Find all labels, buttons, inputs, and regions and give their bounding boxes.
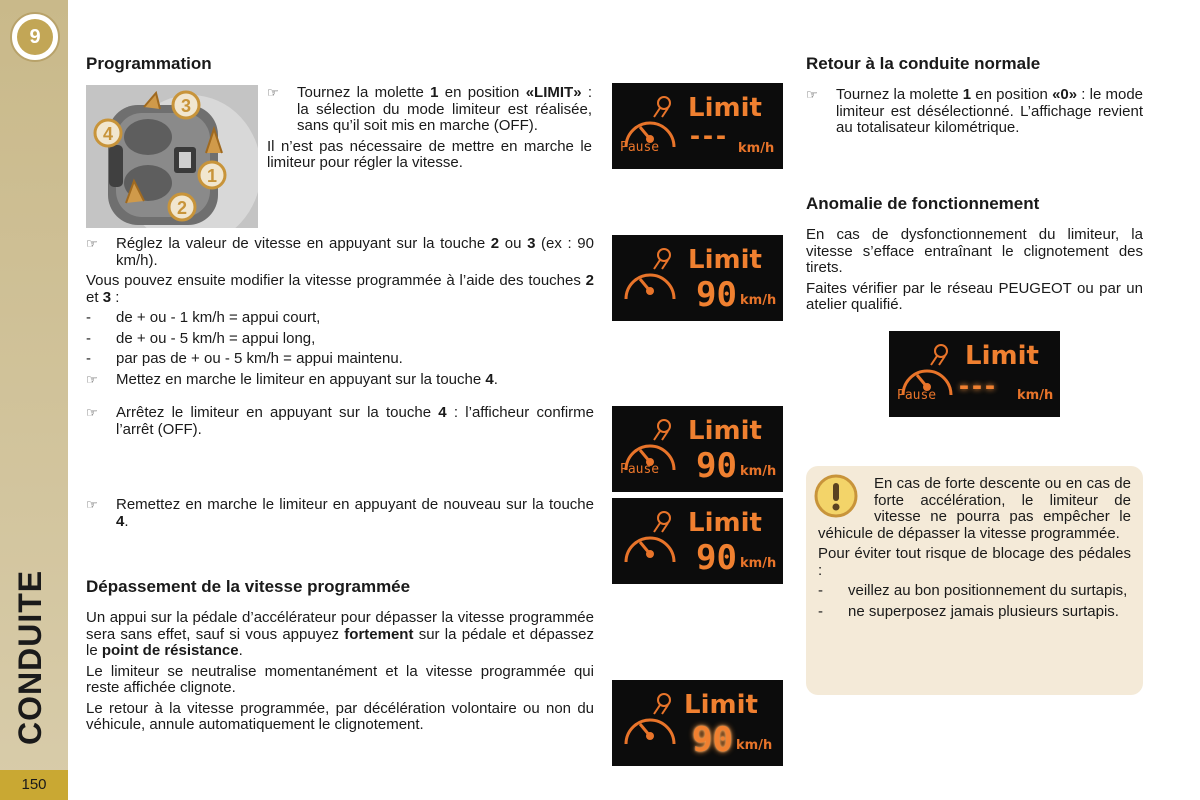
chapter-sidebar	[0, 0, 68, 800]
programmation-heading: Programmation	[86, 54, 212, 73]
hand-pointer-icon: ☞	[86, 236, 98, 251]
warning-text: En cas de forte descente ou en cas de forte accélération, le limiteur de vitesse ne pourra pas empêcher le véhicule de dépasser la vitesse programmée. Pour éviter tout risque de blocage des pédales : - veillez au bon positionnement du surtapis, - ne superposez jamais plusieurs surtapis.	[818, 475, 1131, 620]
list-item: - ne superposez jamais plusieurs surtapis.	[818, 602, 1119, 620]
list-item: - de + ou - 5 km/h = appui long,	[86, 329, 316, 347]
retour-heading: Retour à la conduite normale	[806, 54, 1041, 73]
hand-pointer-icon: ☞	[267, 85, 279, 100]
programmation-note: Il n’est pas nécessaire de mettre en marche le limiteur pour régler la vitesse.	[267, 137, 592, 171]
speedometer-icon	[618, 692, 688, 756]
list-item: - de + ou - 1 km/h = appui court,	[86, 309, 321, 326]
hand-pointer-icon: ☞	[86, 371, 98, 387]
display-anomaly-dashes: Limit Pause --- km/h	[889, 331, 1060, 417]
photo-label-3: 3	[180, 96, 192, 116]
programmation-intro: ☞ Tournez la molette 1 en position «LIMIT» : la sélection du mode limiteur est réalisée, sans qu’il soit mis en marche (OFF). Il n’est pas nécessaire de mettre en marche le limiteur pour régler la vitesse.	[267, 84, 593, 171]
page-number: 150	[0, 770, 68, 800]
display-limit-90-blinking: Limit 90 km/h	[612, 680, 783, 766]
speedometer-icon	[618, 247, 688, 311]
hand-pointer-icon: ☞	[86, 405, 98, 420]
depassement-text: Un appui sur la pédale d’accélérateur pour dépasser la vitesse programmée sera sans effet, sauf si vous appuyez fortement sur la pédale et dépassez le point de résistance. Le limiteur se neutralise momentanément et la vitesse programmée qui reste affichée clignote. Le retour à la vitesse programmée, par décélération volontaire ou non du véhicule, annule automatiquement le clignotement.	[86, 609, 595, 733]
anomalie-heading: Anomalie de fonctionnement	[806, 194, 1040, 213]
speedometer-icon	[618, 510, 688, 574]
programmation-steps: ☞ Réglez la valeur de vitesse en appuyant sur la touche 2 ou 3 (ex : 90 km/h). Vous pouvez ensuite modifier la vitesse programmée à l’aide des touches 2 et 3 : - de + ou - 1 km/h = appui court, - de + ou - 5 km/h = appui long, - par pas de + ou - 5 km/h = appui maintenu. ☞ Mettez en marche le limiteur en appuyant sur la touche 4.	[86, 235, 594, 388]
anomalie-text: En cas de dysfonctionnement du limiteur, la vitesse s’efface entraînant le clignotement des tirets. Faites vérifier par le réseau PEUGEOT ou par un atelier qualifié.	[806, 226, 1143, 313]
list-item: - par pas de + ou - 5 km/h = appui maintenu.	[86, 350, 403, 367]
display-limit-90: Limit 90 km/h	[612, 235, 783, 321]
depassement-heading: Dépassement de la vitesse programmée	[86, 577, 411, 596]
chapter-number: 9	[17, 19, 53, 55]
display-limit-pause-90: Limit Pause 90 km/h	[612, 406, 783, 492]
warning-box	[806, 466, 1143, 695]
hand-pointer-icon: ☞	[86, 497, 98, 512]
programmation-restart-step: ☞ Remettez en marche le limiteur en appuyant de nouveau sur la touche 4.	[86, 496, 594, 530]
display-limit-pause-dashes: Limit Pause --- km/h	[612, 83, 783, 169]
steering-control-photo	[86, 85, 258, 228]
photo-label-2: 2	[176, 198, 188, 218]
display-limit-90-active: Limit 90 km/h	[612, 498, 783, 584]
programmation-stop-step: ☞ Arrêtez le limiteur en appuyant sur la touche 4 : l’afficheur confirme l’arrêt (OFF).	[86, 404, 594, 438]
section-title: CONDUITE	[12, 569, 48, 745]
photo-label-1: 1	[206, 166, 218, 186]
list-item: - veillez au bon positionnement du surtapis,	[818, 582, 1128, 599]
chapter-badge	[10, 12, 60, 62]
photo-label-4: 4	[102, 124, 114, 144]
retour-text: ☞ Tournez la molette 1 en position «0» : le mode limiteur est désélectionné. L’affichage revient au totalisateur kilométrique.	[806, 86, 1144, 136]
hand-pointer-icon: ☞	[806, 87, 818, 102]
